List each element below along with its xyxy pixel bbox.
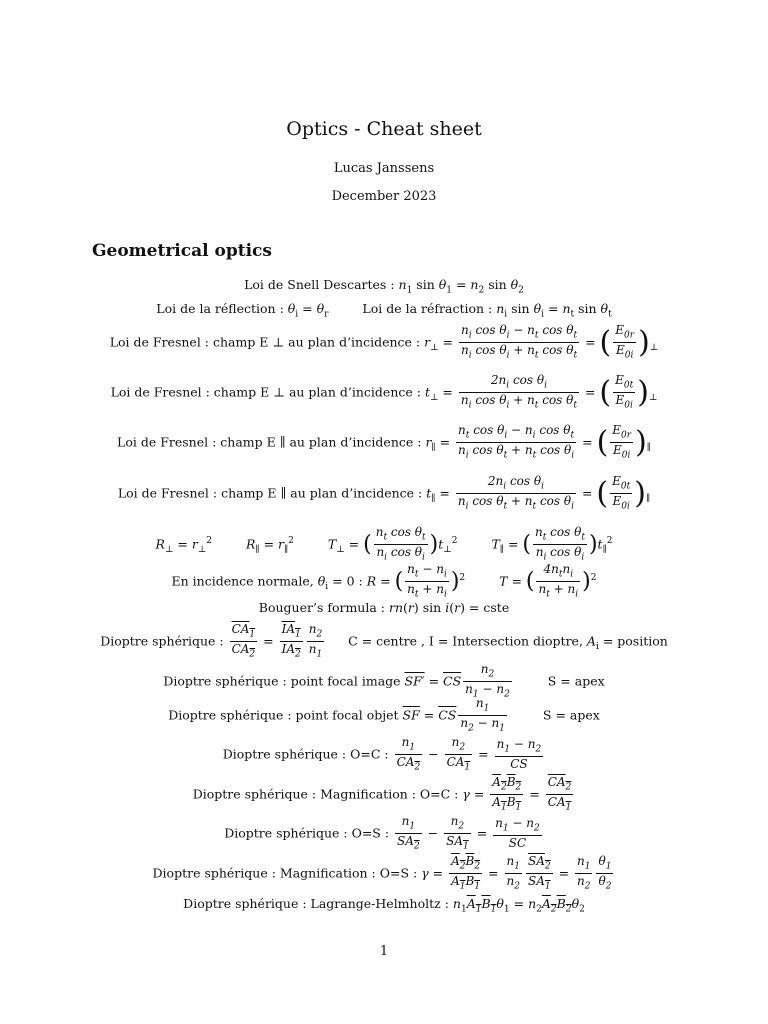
fresnel-perp-r-label: Loi de Fresnel : champ E ⊥ au plan d’incidence : xyxy=(109,334,421,350)
bouguer-label: Bouguer’s formula : xyxy=(258,600,385,615)
equation-bouguer: Bouguer’s formula : rn(r) sin i(r) = cste xyxy=(258,600,510,615)
lagrange-label: Dioptre sphérique : Lagrange-Helmholtz : xyxy=(183,896,449,911)
refraction-label: Loi de la réfraction : xyxy=(362,301,493,316)
equation-focal-objet: Dioptre sphérique : point focal objet $\overline{SF} = \overline{CS}$ $\frac{n_1}{n_2 - n_1}$ S = apex xyxy=(168,696,600,734)
reflection-label: Loi de la réflection : xyxy=(156,301,284,316)
apex-label-2: S = apex xyxy=(542,707,600,723)
equation-normal-incidence: En incidence normale, $\theta_i = 0$ : R = ( $\frac{n_t - n_i}{n_t + n_i}$ )$^2$ T = ( $\frac{4n_tn_i}{n_t + n_i}$ )$^2$ xyxy=(171,562,597,600)
equation-fresnel-perp-t: Loi de Fresnel : champ E ⊥ au plan d’incidence : $t_\perp$ = $\frac{2n_i \cos \theta_i}{n_i \cos \theta_i + n_t \cos \theta_t}$ = ( $\frac{E_{0t}}{E_{0i}}$ )$_\perp$ xyxy=(110,373,658,411)
equation-dioptre-os: Dioptre sphérique : O=S : $\frac{n_1}{SA_2}$ − $\frac{n_2}{SA_1}$ = $\frac{n_1 - n_2}{SC}$ xyxy=(224,814,540,852)
equation-fresnel-par-t: Loi de Fresnel : champ E ∥ au plan d’incidence : $t_\parallel$ = $\frac{2n_i \cos \theta_i}{n_i \cos \theta_t + n_t \cos \theta_i}$ = ( $\frac{E_{0t}}{E_{0i}}$ )$_\parallel$ xyxy=(117,474,651,512)
document-title: Optics - Cheat sheet xyxy=(286,118,482,140)
snell-label: Loi de Snell Descartes : xyxy=(244,277,395,292)
oc-label: Dioptre sphérique : O=C : xyxy=(222,746,389,762)
equation-dioptre-spherique: Dioptre sphérique : $\frac{CA_1}{CA_2}$ = $\frac{IA_1}{IA_2}$ $\frac{n_2}{n_1}$ C = centre , I = Intersection dioptre, $A_i$ = position xyxy=(100,622,668,660)
equation-fresnel-perp-r: Loi de Fresnel : champ E ⊥ au plan d’incidence : $r_\perp$ = $\frac{n_i \cos \theta_i - n_t \cos \theta_t}{n_i \cos \theta_i + n_t \cos \theta_t}$ = ( $\frac{E_{0r}}{E_{0i}}$ )$_\perp$ xyxy=(109,323,659,361)
fresnel-par-r-label: Loi de Fresnel : champ E ∥ au plan d’incidence : xyxy=(117,434,422,450)
equation-fresnel-par-r: Loi de Fresnel : champ E ∥ au plan d’incidence : $r_\parallel$ = $\frac{n_t \cos \theta_i - n_i \cos \theta_t}{n_i \cos \theta_t + n_t \cos \theta_i}$ = ( $\frac{E_{0r}}{E_{0i}}$ )$_\parallel$ xyxy=(117,423,651,461)
fresnel-par-t-label: Loi de Fresnel : champ E ∥ au plan d’incidence : xyxy=(117,485,423,501)
bouguer-cste: cste xyxy=(483,600,510,615)
dioptre-legend: C = centre , I = Intersection dioptre, xyxy=(348,633,583,649)
equation-focal-image: Dioptre sphérique : point focal image $SF' = \overline{CS}$ $\frac{n_2}{n_1 - n_2}$ S = apex xyxy=(163,662,605,700)
fresnel-perp-t-label: Loi de Fresnel : champ E ⊥ au plan d’incidence : xyxy=(110,384,421,400)
document-author: Lucas Janssens xyxy=(333,161,435,176)
apex-label-1: S = apex xyxy=(547,673,605,689)
equation-reflectance-transmittance: $R_\perp = r_\perp^2$ $R_\parallel = r_\parallel^2$ $T_\perp$ = ( $\frac{n_t \cos \theta_t}{n_i \cos \theta_i}$ )$t_\perp^2$ $T_\parallel$ = ( $\frac{n_t \cos \theta_t}{n_i \cos \theta_i}$ )$t_\parallel^2$ xyxy=(155,525,613,563)
focal-objet-label: Dioptre sphérique : point focal objet xyxy=(168,707,399,723)
mag-os-label: Dioptre sphérique : Magnification : O=S : xyxy=(152,865,418,881)
section-heading: Geometrical optics xyxy=(92,241,272,261)
focal-image-label: Dioptre sphérique : point focal image xyxy=(163,673,401,689)
os-label: Dioptre sphérique : O=S : xyxy=(224,825,390,841)
equation-lagrange-helmholtz: Dioptre sphérique : Lagrange-Helmholtz : $n_1A_1B_1\theta_1 = n_2A_2B_2\theta_2$ xyxy=(183,896,585,915)
mag-oc-label: Dioptre sphérique : Magnification : O=C : xyxy=(192,786,459,802)
dioptre-label: Dioptre sphérique : xyxy=(100,633,224,649)
equation-dioptre-oc: Dioptre sphérique : O=C : $\frac{n_1}{CA_2}$ − $\frac{n_2}{CA_1}$ = $\frac{n_1 - n_2}{CS}$ xyxy=(222,735,542,773)
dioptre-position: = position xyxy=(602,633,668,649)
equation-magnification-oc: Dioptre sphérique : Magnification : O=C : γ = $\frac{A_2B_2}{A_1B_1}$ = $\frac{CA_2}{CA_1}$ xyxy=(192,775,572,813)
equation-snell: Loi de Snell Descartes : $n_1$ $\sin \theta_1 = n_2$ $\sin \theta_2$ xyxy=(244,277,524,296)
normal-incidence-label: En incidence normale, xyxy=(171,573,314,589)
equation-magnification-os: Dioptre sphérique : Magnification : O=S : γ = $\frac{A_2B_2}{A_1B_1}$ = $\frac{n_1}{n_2}$ $\frac{SA_2}{SA_1}$ = $\frac{n_1}{n_2}$ $\frac{\theta_1}{\theta_2}$ xyxy=(152,854,612,892)
document-date: December 2023 xyxy=(331,189,437,204)
equation-reflection-refraction: Loi de la réflection : $\theta_i = \theta_r$ Loi de la réfraction : $n_i$ $\sin \theta_i = n_t$ $\sin \theta_t$ xyxy=(156,301,612,320)
page-number: 1 xyxy=(379,944,389,959)
